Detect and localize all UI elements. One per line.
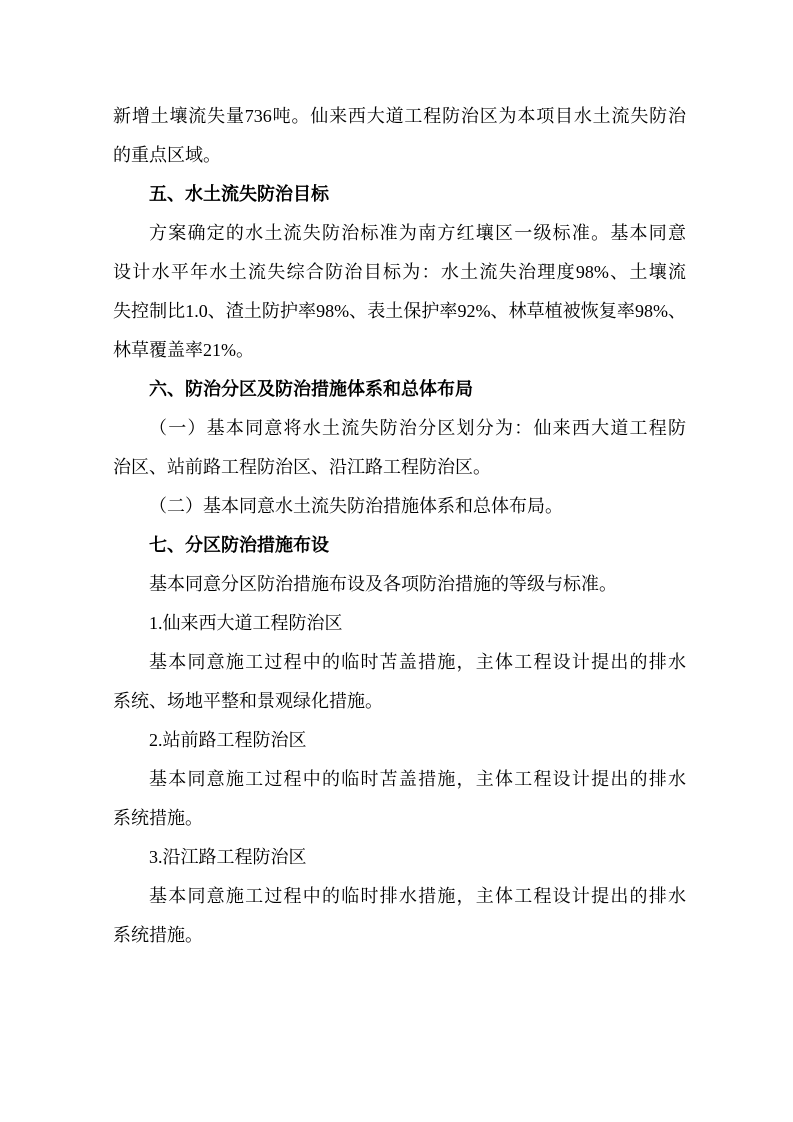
body-line: 治区、站前路工程防治区、沿江路工程防治区。 <box>113 457 491 477</box>
body-line: 失控制比1.0、渣土防护率98%、表土保护率92%、林草植被恢复率98%、 <box>113 301 686 321</box>
body-line: 设计水平年水土流失综合防治目标为：水土流失治理度98%、土壤流 <box>113 262 686 282</box>
paragraph <box>113 487 686 526</box>
paragraph <box>113 97 686 175</box>
paragraph <box>113 760 686 838</box>
body-line: 基本同意施工过程中的临时苫盖措施，主体工程设计提出的排水 <box>149 652 686 672</box>
body-line: 基本同意分区防治措施布设及各项防治措施的等级与标准。 <box>149 574 617 594</box>
body-line: （一）基本同意将水土流失防治分区划分为：仙来西大道工程防 <box>149 418 686 438</box>
heading-line: 五、水土流失防治目标 <box>149 184 329 204</box>
section-heading-6 <box>113 370 686 409</box>
body-line: 林草覆盖率21%。 <box>113 340 254 360</box>
body-line: 系统、场地平整和景观绿化措施。 <box>113 691 383 711</box>
body-line: 的重点区域。 <box>113 145 221 165</box>
section-heading-7 <box>113 526 686 565</box>
paragraph <box>113 565 686 604</box>
body-line: 2.站前路工程防治区 <box>149 730 307 750</box>
body-line: 新增土壤流失量736吨。仙来西大道工程防治区为本项目水土流失防治 <box>113 106 686 126</box>
heading-line: 七、分区防治措施布设 <box>149 535 329 555</box>
section-heading-5 <box>113 175 686 214</box>
body-line: （二）基本同意水土流失防治措施体系和总体布局。 <box>149 496 563 516</box>
paragraph <box>113 214 686 370</box>
body-line: 系统措施。 <box>113 808 203 828</box>
list-item-3 <box>113 838 686 877</box>
body-line: 方案确定的水土流失防治标准为南方红壤区一级标准。基本同意 <box>149 223 686 243</box>
heading-line: 六、防治分区及防治措施体系和总体布局 <box>149 379 473 399</box>
document-body <box>113 97 686 955</box>
body-line: 基本同意施工过程中的临时排水措施，主体工程设计提出的排水 <box>149 886 686 906</box>
body-line: 基本同意施工过程中的临时苫盖措施，主体工程设计提出的排水 <box>149 769 686 789</box>
body-line: 系统措施。 <box>113 925 203 945</box>
paragraph <box>113 877 686 955</box>
list-item-2 <box>113 721 686 760</box>
body-line: 1.仙来西大道工程防治区 <box>149 613 343 633</box>
list-item-1 <box>113 604 686 643</box>
body-line: 3.沿江路工程防治区 <box>149 847 307 867</box>
paragraph <box>113 409 686 487</box>
paragraph <box>113 643 686 721</box>
